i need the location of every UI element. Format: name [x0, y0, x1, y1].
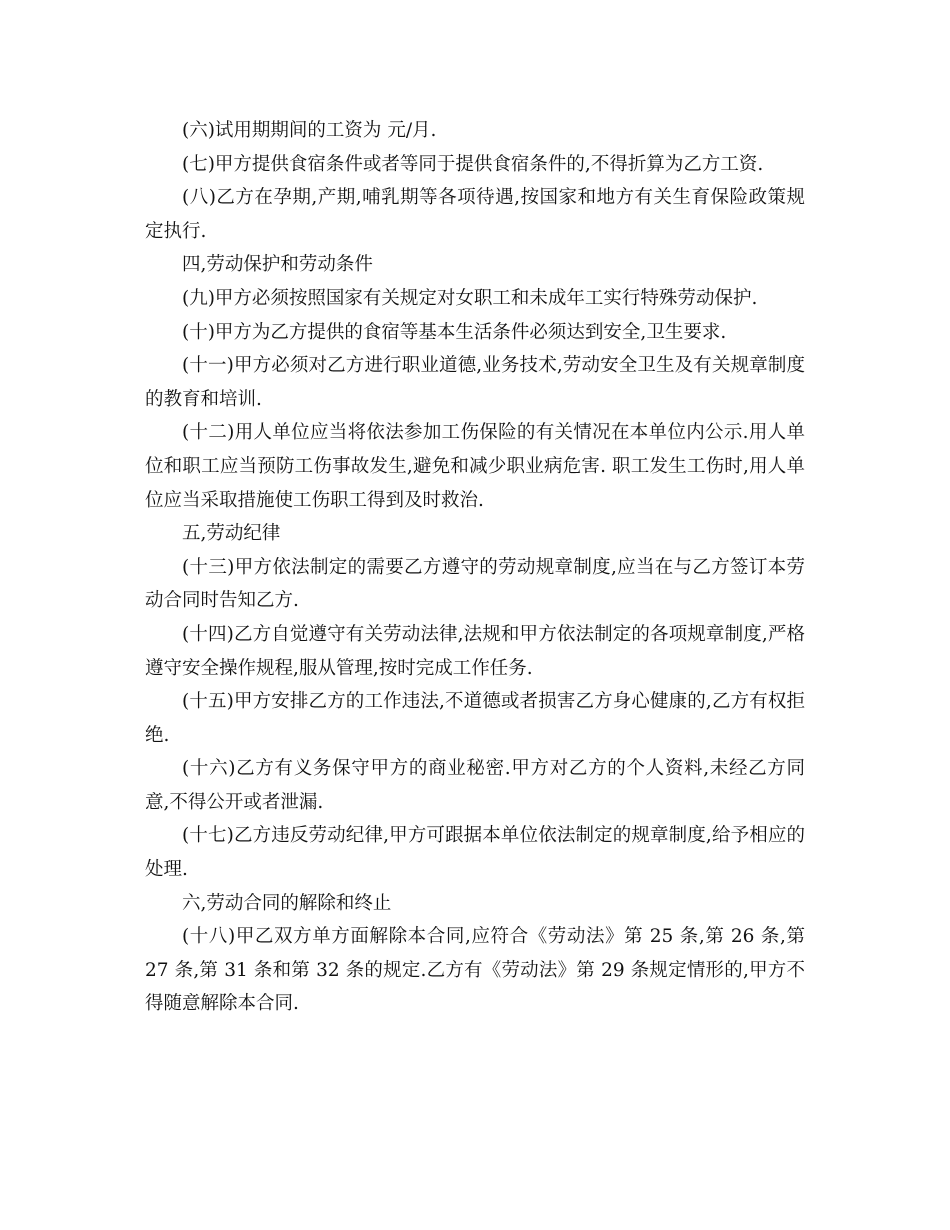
paragraph-maternity: (八)乙方在孕期,产期,哺乳期等各项待遇,按国家和地方有关生育保险政策规定执行.: [145, 187, 805, 242]
paragraph-termination-rules: (十八)甲乙双方单方面解除本合同,应符合《劳动法》第 25 条,第 26 条,第 27 条,第 31 条和第 32 条的规定.乙方有《劳动法》第 29 条规定情形的,甲方不得随意解除本合同.: [145, 926, 805, 1015]
paragraph-wage-probation: (六)试用期期间的工资为 元/月.: [182, 120, 437, 141]
paragraph-food-lodging: (七)甲方提供食宿条件或者等同于提供食宿条件的,不得折算为乙方工资.: [182, 153, 764, 175]
paragraph-training: (十一)甲方必须对乙方进行职业道德,业务技术,劳动安全卫生及有关规章制度的教育和培训.: [145, 355, 805, 410]
paragraph-confidentiality: (十六)乙方有义务保守甲方的商业秘密.甲方对乙方的个人资料,未经乙方同意,不得公开或者泄漏.: [145, 758, 805, 813]
paragraph-rules-notice: (十三)甲方依法制定的需要乙方遵守的劳动规章制度,应当在与乙方签订本劳动合同时告知乙方.: [145, 556, 805, 612]
paragraph-living-conditions: (十)甲方为乙方提供的食宿等基本生活条件必须达到安全,卫生要求.: [182, 321, 727, 343]
section-heading-labor-discipline: 五,劳动纪律: [182, 523, 281, 545]
paragraph-injury-insurance: (十二)用人单位应当将依法参加工伤保险的有关情况在本单位内公示.用人单位和职工应当预防工伤事故发生,避免和减少职业病危害. 职工发生工伤时,用人单位应当采取措施使工伤职工得到及时救治.: [145, 422, 805, 511]
paragraph-special-protection: (九)甲方必须按照国家有关规定对女职工和未成年工实行特殊劳动保护.: [182, 287, 758, 309]
section-heading-labor-protection: 四,劳动保护和劳动条件: [182, 254, 373, 276]
paragraph-discipline-violation: (十七)乙方违反劳动纪律,甲方可跟据本单位依法制定的规章制度,给予相应的处理.: [145, 825, 805, 881]
paragraph-compliance: (十四)乙方自觉遵守有关劳动法律,法规和甲方依法制定的各项规章制度,严格遵守安全操作规程,服从管理,按时完成工作任务.: [145, 623, 805, 679]
paragraph-right-to-refuse: (十五)甲方安排乙方的工作违法,不道德或者损害乙方身心健康的,乙方有权拒绝.: [145, 691, 805, 746]
section-heading-termination: 六,劳动合同的解除和终止: [182, 892, 392, 914]
document-body: [145, 114, 805, 1021]
